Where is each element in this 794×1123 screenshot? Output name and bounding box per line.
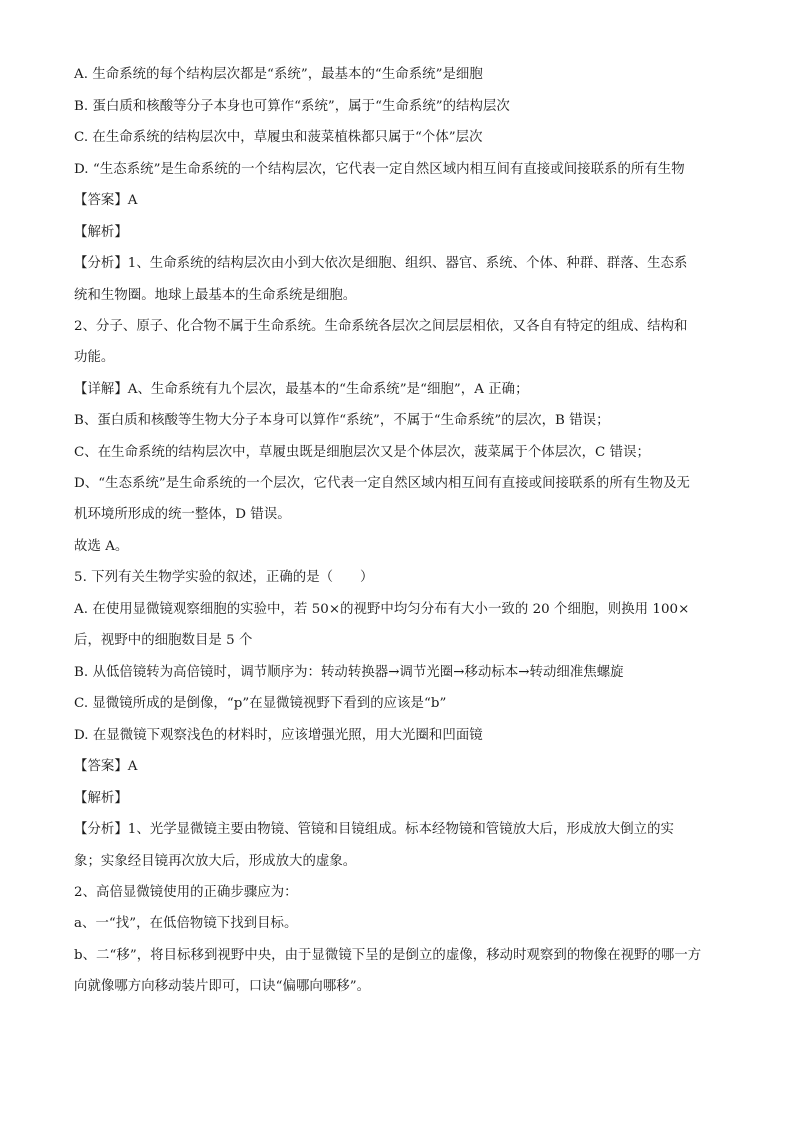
answer-line <box>74 192 138 210</box>
fenxi-line-3: 2、分子、原子、化合物不属于生命系统。生命系统各层次之间层层相依，又各自有特定的组成、结构和 <box>74 319 688 334</box>
fenxi-line-2: 统和生物圈。地球上最基本的生命系统是细胞。 <box>74 288 357 303</box>
q5-option-c: C. 显微镜所成的是倒像，“p”在显微镜视野下看到的应该是“b” <box>74 696 447 711</box>
fenxi-tag: 【分析】 <box>74 256 128 271</box>
q5-fenxi-tag: 【分析】 <box>74 822 128 837</box>
xiangjie-line-b: B、蛋白质和核酸等生物大分子本身可以算作“系统”，不属于“生命系统”的层次，B 错误； <box>74 413 610 428</box>
q5-option-d: D. 在显微镜下观察浅色的材料时，应该增强光照，用大光圈和凹面镜 <box>74 728 483 743</box>
question-5-stem: 5. 下列有关生物学实验的叙述，正确的是（ ） <box>74 570 374 585</box>
q5-option-a-2: 后，视野中的细胞数目是 5 个 <box>74 633 253 648</box>
option-d: D. “生态系统”是生命系统的一个结构层次，它代表一定自然区域内相互间有直接或间接联系的所有生物 <box>74 162 685 177</box>
xiangjie-tag: 【详解】 <box>74 382 128 397</box>
answer-value: A <box>127 193 138 208</box>
xiangjie-line-d2: 机环境所形成的统一整体，D 错误。 <box>74 507 291 522</box>
q5-answer-tag: 【答案】 <box>74 759 128 774</box>
q5-fenxi-line-2: 象；实象经目镜再次放大后，形成放大的虚象。 <box>74 854 357 869</box>
option-b: B. 蛋白质和核酸等分子本身也可算作“系统”，属于“生命系统”的结构层次 <box>74 99 510 114</box>
answer-tag: 【答案】 <box>74 193 128 208</box>
q5-fenxi-line-1 <box>74 821 674 839</box>
q5-fenxi-line-3: 2、高倍显微镜使用的正确步骤应为： <box>74 885 298 900</box>
xiangjie-line-c: C、在生命系统的结构层次中，草履虫既是细胞层次又是个体层次，菠菜属于个体层次，C 错误； <box>74 445 650 460</box>
conclusion: 故选 A。 <box>74 539 129 554</box>
q5-analysis-tag: 【解析】 <box>74 791 128 806</box>
option-c: C. 在生命系统的结构层次中，草履虫和菠菜植株都只属于“个体”层次 <box>74 130 483 145</box>
q5-step-b-1: b、二“移”，将目标移到视野中央，由于显微镜下呈的是倒立的虚像，移动时观察到的物像在视野的哪一方 <box>74 948 702 963</box>
q5-option-b: B. 从低倍镜转为高倍镜时，调节顺序为：转动转换器→调节光圈→移动标本→转动细准焦螺旋 <box>74 665 624 680</box>
q5-step-b-2: 向就像哪方向移动装片即可，口诀“偏哪向哪移”。 <box>74 979 371 994</box>
option-a: A. 生命系统的每个结构层次都是“系统”，最基本的“生命系统”是细胞 <box>74 67 483 82</box>
xiangjie-text: A、生命系统有九个层次，最基本的“生命系统”是“细胞”，A 正确； <box>127 382 529 397</box>
xiangjie-line-d1: D、“生态系统”是生命系统的一个层次，它代表一定自然区域内相互间有直接或间接联系的所有生物及无 <box>74 476 690 491</box>
q5-fenxi-text: 1、光学显微镜主要由物镜、管镜和目镜组成。标本经物镜和管镜放大后，形成放大倒立的实 <box>127 822 674 837</box>
q5-option-a-1: A. 在使用显微镜观察细胞的实验中，若 50×的视野中均匀分布有大小一致的 20 个细胞，则换用 100× <box>74 602 690 617</box>
q5-step-a: a、一“找”，在低倍物镜下找到目标。 <box>74 916 298 931</box>
fenxi-line-4: 功能。 <box>74 350 115 365</box>
q5-answer-value: A <box>127 759 138 774</box>
fenxi-text: 1、生命系统的结构层次由小到大依次是细胞、组织、器官、系统、个体、种群、群落、生态系 <box>127 256 688 271</box>
fenxi-line-1 <box>74 255 687 273</box>
q5-answer-line <box>74 758 138 776</box>
analysis-tag: 【解析】 <box>74 225 128 240</box>
xiangjie-line-a <box>74 381 529 399</box>
